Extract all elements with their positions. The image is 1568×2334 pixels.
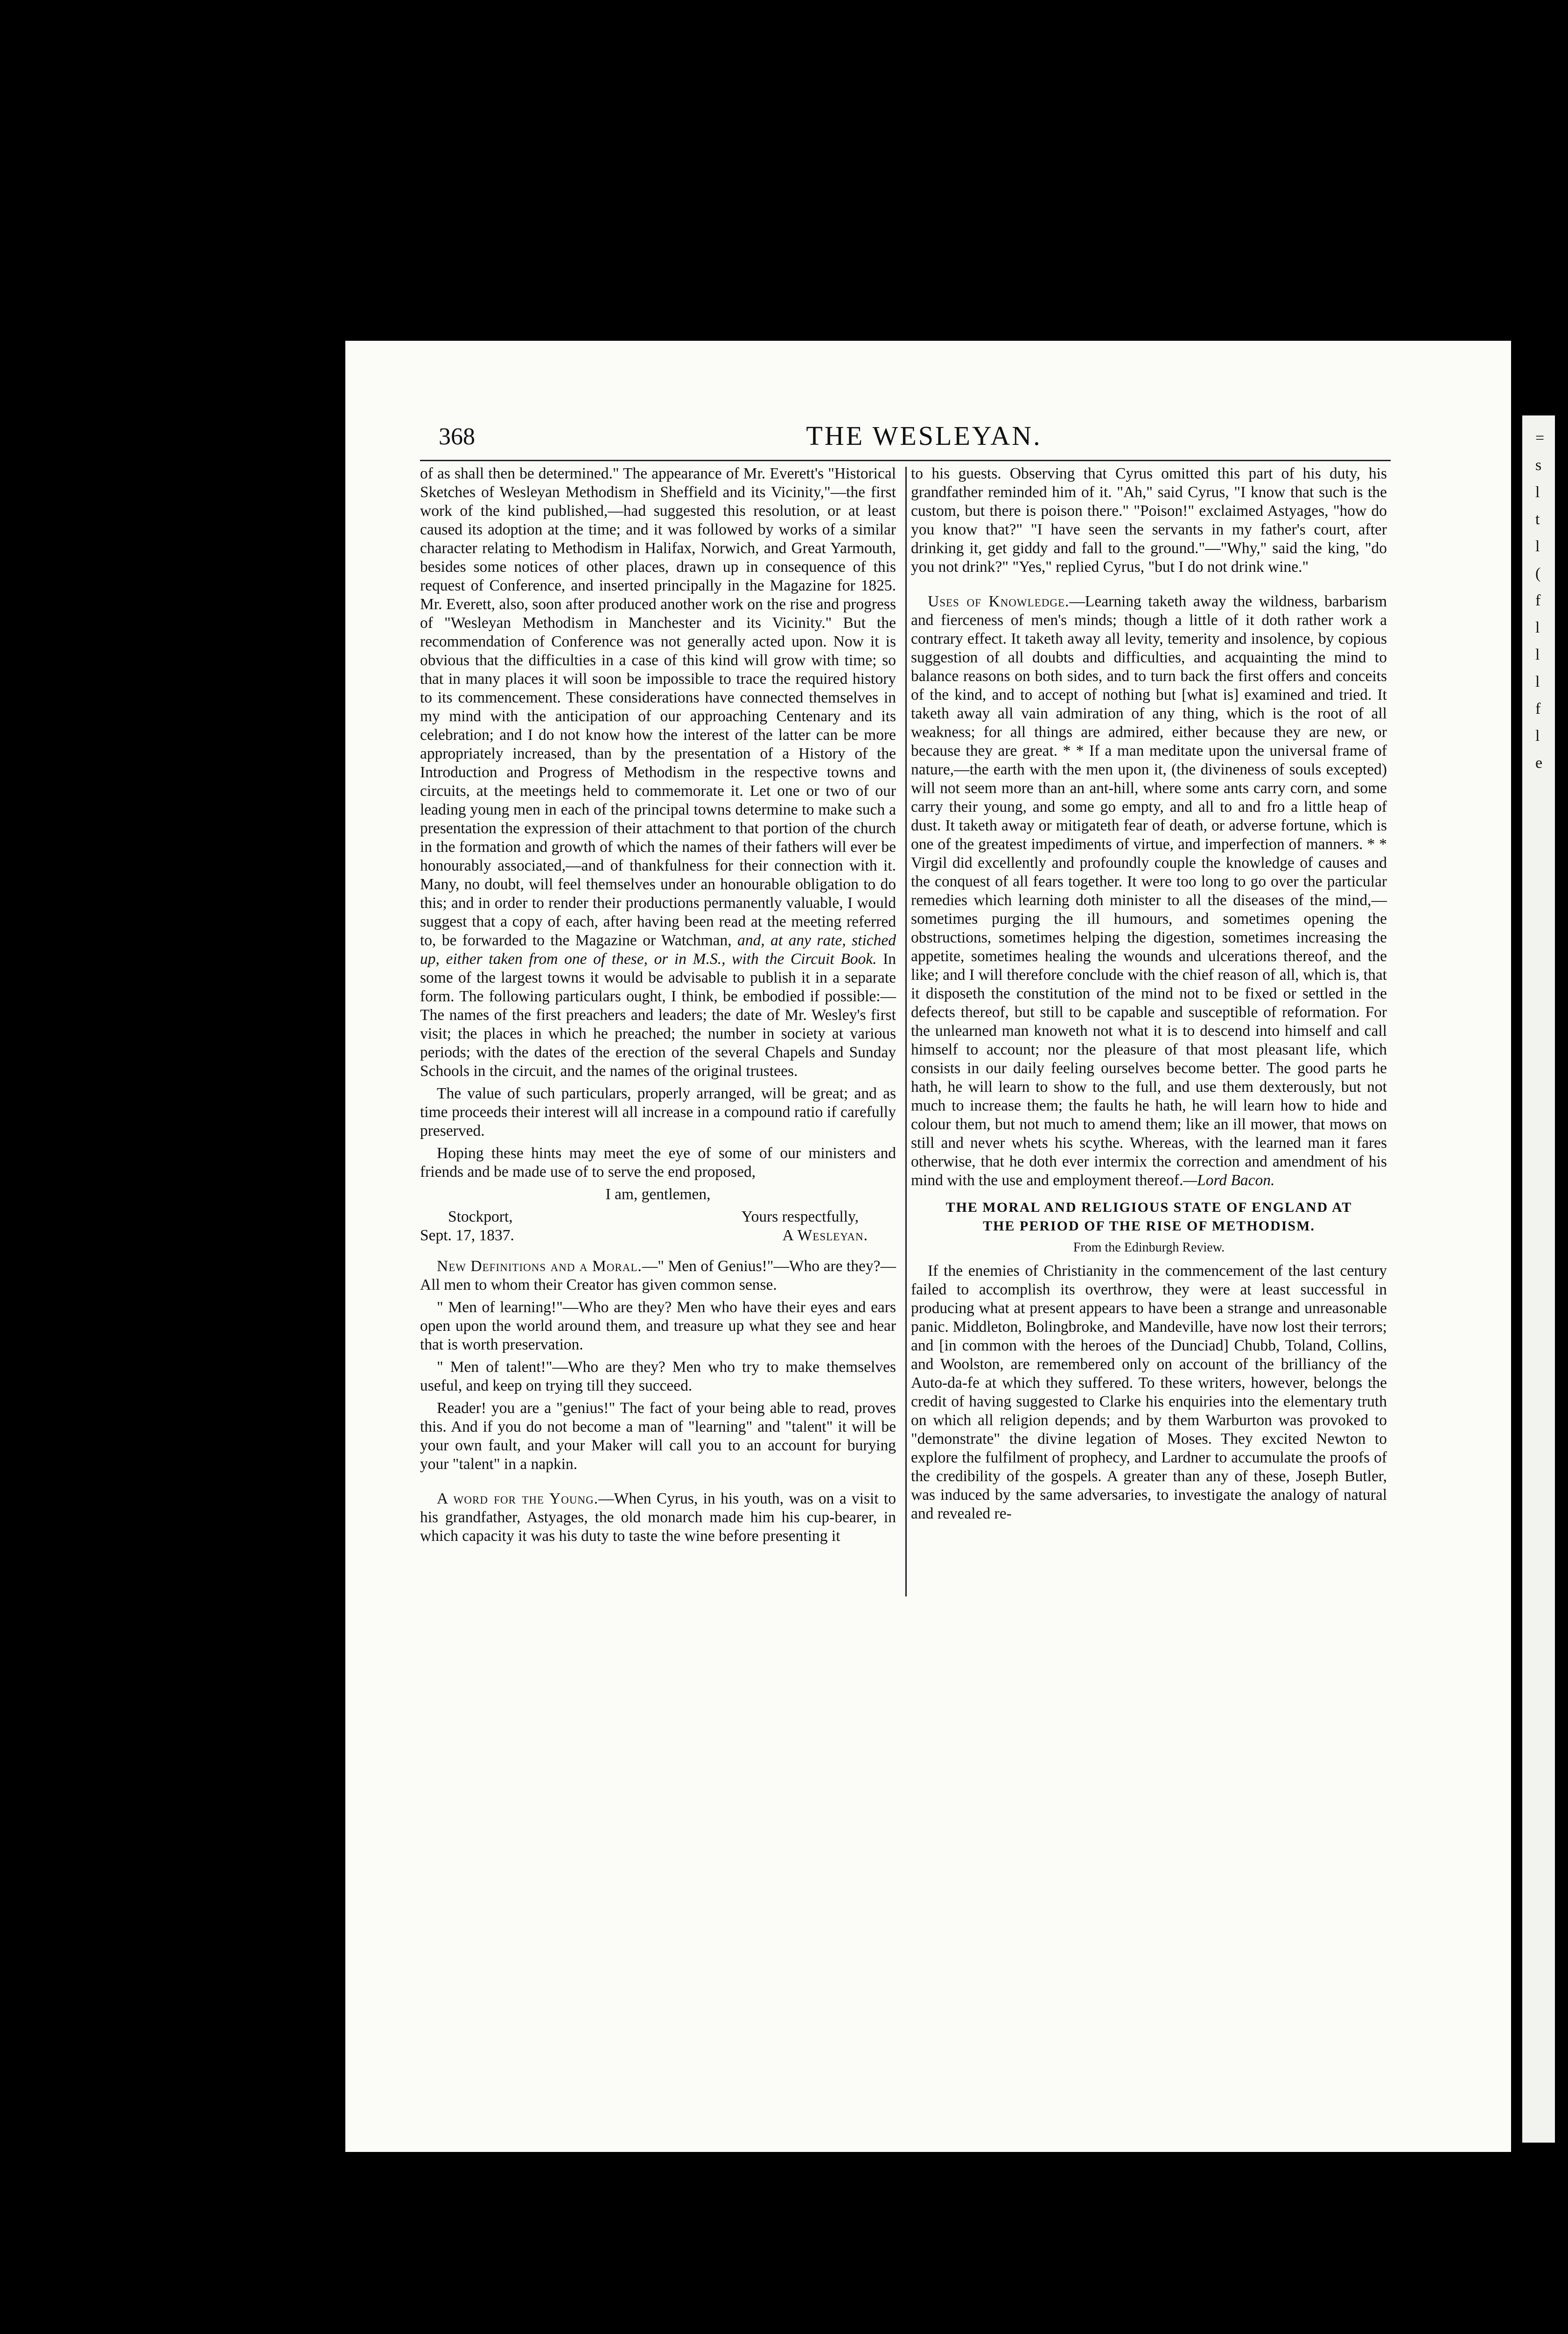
edge-fragment: s <box>1535 457 1542 474</box>
letter-date: Sept. 17, 1837. <box>420 1227 514 1244</box>
edge-fragment: f <box>1535 592 1541 609</box>
edge-fragment: t <box>1535 511 1540 528</box>
article-heading: THE MORAL AND RELIGIOUS STATE OF ENGLAND AT THE PERIOD OF THE RISE OF METHODISM. <box>945 1200 1352 1234</box>
section-title: Uses of Knowledge. <box>928 593 1070 610</box>
section-paragraph: Uses of Knowledge.—Learning taketh away the wildness, barbarism and fierceness of men's minds; though a little of it doth rather work a contrary effect. It taketh away all levity, temerity and insolence, by copious suggestion of all doubts and difficulties, and acquainting the mind to balance reasons on both sides, and to turn back the first offers and conceits of the kind, and to accept of nothing but [what is] examined and tried. It taketh away all vain admiration of any thing, which is the root of all weakness; for all things are admired, either because they are new, or because they are great. * * If a man meditate upon the universal frame of nature,—the earth with the men upon it, (the divineness of souls excepted) will not seem more than an ant-hill, where some ants carry corn, and some carry their young, and some go empty, and all to and fro a little heap of dust. It taketh away or mitigateth fear of death, or adverse fortune, which is one of the greatest impediments of virtue, and imperfection of manners. * * Virgil did excellently and profoundly couple the knowledge of causes and the conquest of all fears together. It were too long to go over the particular remedies which learning doth minister to all the diseases of the mind,—sometimes purging the ill humours, and sometimes opening the obstructions, sometimes helping the digestion, sometimes increasing the appetite, sometimes healing the wounds and ulcerations thereof, and the like; and I will therefore conclude with the chief reason of all, which is, that it disposeth the constitution of the mind not to be fixed or settled in the defects thereof, but still to be capable and susceptible of reformation. For the unlearned man knoweth not what it is to descend into himself and call himself to account; nor the pleasure of that most pleasant life, which consists in our daily feeling ourselves become better. The good parts he hath, he will learn to show to the full, and use them dexterously, but not much to increase them; the faults he hath, he will learn how to hide and colour them, but not much to amend them; like an ill mower, that mows on still and never whets his scythe. Whereas, with the learned man it fares otherwise, that he doth ever intermix the correction and amendment of his mind with the use and employment thereof.—Lord Bacon. <box>911 593 1387 1189</box>
letter-signoff-row-2 <box>420 1226 896 1245</box>
section-paragraph: New Definitions and a Moral.—" Men of Genius!"—Who are they?—All men to whom their Creator has given common sense. <box>420 1258 896 1294</box>
left-column <box>420 464 896 1549</box>
section-paragraph: A word for the Young.—When Cyrus, in his youth, was on a visit to his grandfather, Astyages, the old monarch made him his cup-bearer, in which capacity it was his duty to taste the wine before presenting it <box>420 1490 896 1545</box>
letter-place: Stockport, <box>448 1208 513 1225</box>
edge-fragment: = <box>1535 429 1545 447</box>
letter-signoff-row-1 <box>420 1208 896 1226</box>
running-title: THE WESLEYAN. <box>806 421 1042 451</box>
article-paragraph: The value of such particulars, properly arranged, will be great; and as time proceeds their interest will all increase in a compound ratio if carefully preserved. <box>420 1085 896 1139</box>
letter-valediction: Yours respectfully, <box>741 1208 859 1225</box>
section-title: A word for the Young. <box>437 1490 599 1507</box>
page-header <box>439 420 1409 453</box>
attribution: —Lord Bacon. <box>1183 1172 1275 1189</box>
right-column <box>911 464 1387 1527</box>
section-paragraph: " Men of talent!"—Who are they? Men who try to make themselves useful, and keep on trying till they succeed. <box>420 1358 896 1394</box>
edge-fragment: l <box>1535 538 1540 555</box>
page-number: 368 <box>439 423 475 450</box>
article-source: From the Edinburgh Review. <box>1073 1240 1225 1255</box>
edge-fragment: e <box>1535 754 1543 772</box>
section-title: New Definitions and a Moral. <box>437 1258 642 1275</box>
edge-fragment: l <box>1535 727 1540 745</box>
article-paragraph: Hoping these hints may meet the eye of some of our ministers and friends and be made use of to serve the end proposed, <box>420 1145 896 1181</box>
column-divider <box>905 467 907 1596</box>
letter-closing: I am, gentlemen, <box>605 1186 711 1203</box>
edge-fragment: ( <box>1535 565 1541 582</box>
edge-fragment: l <box>1535 673 1540 690</box>
article-paragraph: of as shall then be determined." The appearance of Mr. Everett's "Historical Sketches of Wesleyan Methodism in Sheffield and its Vicinity,"—the first work of the kind published,—had suggested this resolution, or at least caused its adoption at the time; and it was followed by works of a similar character relating to Methodism in Halifax, Norwich, and Great Yarmouth, besides some notices of other places, drawn up in consequence of this request of Conference, and inserted principally in the Magazine for 1825. Mr. Everett, also, soon after produced another work on the rise and progress of "Wesleyan Methodism in Manchester and its Vicinity." But the recommendation of Conference was not generally acted upon. Now it is obvious that the difficulties in a case of this kind will grow with time; so that in many places it will soon be impossible to trace the required history to its commencement. These considerations have connected themselves in my mind with the anticipation of our approaching Centenary and its celebration; and I do not know how the interest of the latter can be more appropriately increased, than by the presentation of a History of the Introduction and Progress of Methodism in the respective towns and circuits, at the meetings held to commemorate it. Let one or two of our leading young men in each of the principal towns determine to make such a presentation the expression of their attachment to that portion of the church in the formation and growth of which the names of their fathers will ever be honourably associated,—and of thankfulness for their connection with it. Many, no doubt, will feel themselves under an honourable obligation to do this; and in order to render their productions permanently valuable, I would suggest that a copy of each, after having been read at the meeting referred to, be forwarded to the Magazine or Watchman, and, at any rate, stiched up, either taken from one of these, or in M.S., with the Circuit Book. In some of the largest towns it would be advisable to publish it in a separate form. The following particulars ought, I think, be embodied if possible:—The names of the first preachers and leaders; the date of Mr. Wesley's first visit; the places in which he preached; the number in society at various periods; with the dates of the erection of the several Chapels and Sunday Schools in the circuit, and the names of the original trustees. <box>420 465 896 1080</box>
article-paragraph: to his guests. Observing that Cyrus omitted this part of his duty, his grandfather reminded him of it. "Ah," said Cyrus, "I know that such is the custom, but there is poison there." "Poison!" exclaimed Astyages, "how do you know that?" "I have seen the servants in my father's court, after drinking it, get giddy and fall to the ground."—"Why," said the king, "do you not drink?" "Yes," replied Cyrus, "but I do not drink wine." <box>911 465 1387 576</box>
letter-signature: A Wesleyan. <box>782 1227 868 1244</box>
section-paragraph: Reader! you are a "genius!" The fact of your being able to read, proves this. And if you do not become a man of "learning" and "talent" it will be your own fault, and your Maker will call you to an account for burying your "talent" in a napkin. <box>420 1399 896 1473</box>
edge-fragment: l <box>1535 619 1540 636</box>
edge-fragment: l <box>1535 646 1540 663</box>
edge-fragment: f <box>1535 700 1541 717</box>
header-rule <box>420 460 1391 461</box>
edge-fragment: l <box>1535 484 1540 501</box>
adjacent-page-fragments <box>1535 429 1553 772</box>
article-paragraph: If the enemies of Christianity in the commencement of the last century failed to accomplish its overthrow, they were at least successful in producing what at present appears to have been a strange and unreasonable panic. Middleton, Bolingbroke, and Mandeville, have now lost their terrors; and [in common with the heroes of the Dunciad] Chubb, Toland, Collins, and Woolston, are remembered only on account of the brilliancy of the Auto-da-fe at which they suffered. To these writers, however, belongs the credit of having suggested to Clarke his enquiries into the elementary truth on which all religion depends; and by them Warburton was provoked to "demonstrate" the divine legation of Moses. They excited Newton to explore the fulfilment of prophecy, and Lardner to accumulate the proofs of the credibility of the gospels. A greater than any of these, Joseph Butler, was induced by the same adversaries, to investigate the analogy of natural and revealed re- <box>911 1262 1387 1522</box>
section-paragraph: " Men of learning!"—Who are they? Men who have their eyes and ears open upon the world around them, and treasure up what they see and hear that is worth preservation. <box>420 1299 896 1353</box>
